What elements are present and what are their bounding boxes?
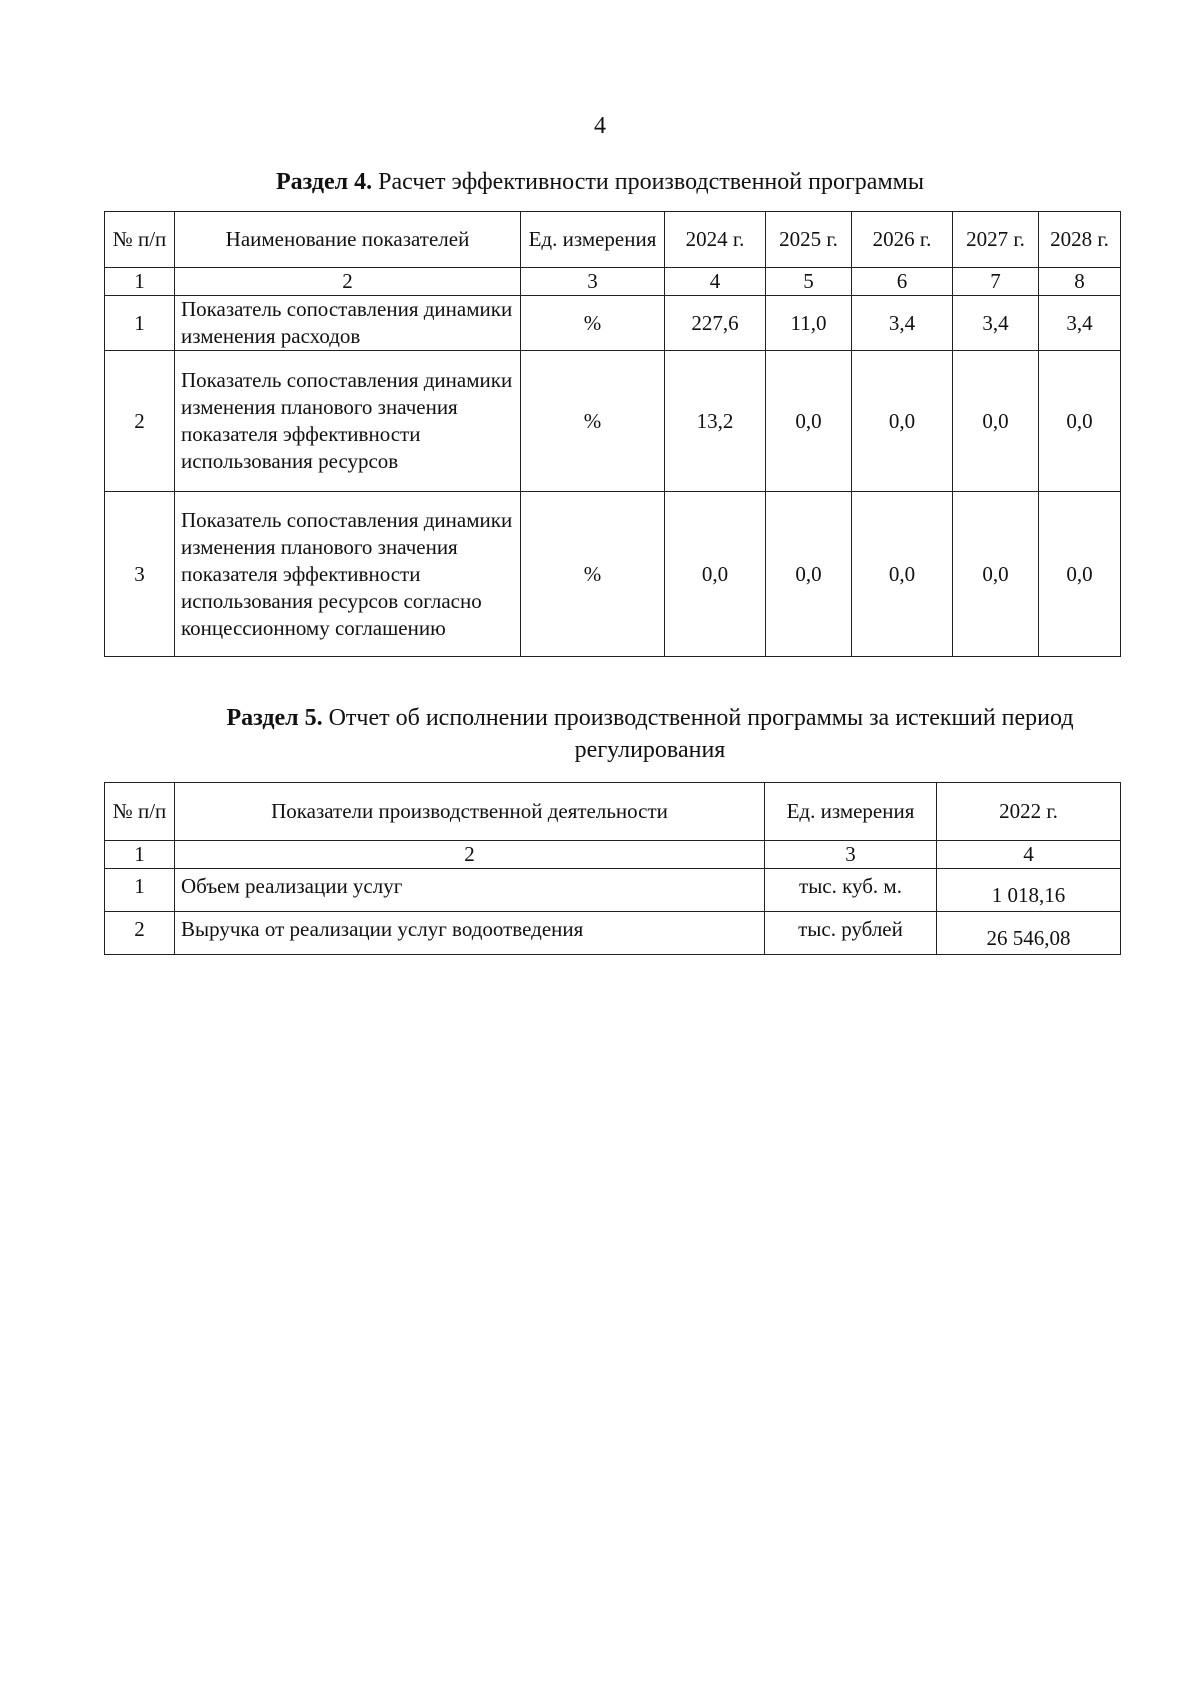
value-cell: 11,0 — [766, 296, 852, 351]
table-row — [105, 492, 1121, 657]
header-cell: 2028 г. — [1039, 212, 1121, 268]
unit-cell: % — [521, 351, 665, 492]
section-4-title-label: Раздел 4. — [276, 169, 373, 195]
column-number-cell: 7 — [953, 268, 1039, 296]
row-number: 3 — [105, 492, 175, 657]
unit-cell: % — [521, 296, 665, 351]
section-4-title — [100, 166, 1100, 198]
header-cell: 2027 г. — [953, 212, 1039, 268]
value-cell: 0,0 — [852, 351, 953, 492]
column-number-cell: 3 — [521, 268, 665, 296]
table-row — [105, 912, 1121, 955]
value-cell: 3,4 — [1039, 296, 1121, 351]
section-5-table — [104, 782, 1121, 955]
header-cell: 2022 г. — [937, 783, 1121, 841]
header-cell: 2026 г. — [852, 212, 953, 268]
column-number-cell: 5 — [766, 268, 852, 296]
header-cell: № п/п — [105, 212, 175, 268]
column-number-cell: 2 — [175, 841, 765, 869]
unit-cell: тыс. рублей — [765, 912, 937, 955]
table-row — [105, 296, 1121, 351]
value-cell: 26 546,08 — [937, 912, 1121, 955]
value-cell: 1 018,16 — [937, 869, 1121, 912]
value-cell: 0,0 — [1039, 492, 1121, 657]
table-row — [105, 869, 1121, 912]
section-4-table — [104, 211, 1121, 657]
row-number: 1 — [105, 296, 175, 351]
indicator-name: Выручка от реализации услуг водоотведения — [175, 912, 765, 955]
header-cell: Показатели производственной деятельности — [175, 783, 765, 841]
value-cell: 0,0 — [953, 351, 1039, 492]
section-5-title-text: Отчет об исполнении производственной программы за истекший период регулирования — [322, 705, 1074, 763]
value-cell: 0,0 — [766, 351, 852, 492]
row-number: 2 — [105, 912, 175, 955]
page-number: 4 — [594, 113, 606, 139]
header-cell: 2025 г. — [766, 212, 852, 268]
value-cell: 3,4 — [953, 296, 1039, 351]
table-header-row — [105, 783, 1121, 841]
header-cell: 2024 г. — [665, 212, 766, 268]
section-4-title-text: Расчет эффективности производственной программы — [372, 169, 924, 195]
column-number-row — [105, 841, 1121, 869]
value-cell: 3,4 — [852, 296, 953, 351]
value-cell: 0,0 — [852, 492, 953, 657]
indicator-name: Объем реализации услуг — [175, 869, 765, 912]
column-number-cell: 6 — [852, 268, 953, 296]
indicator-name: Показатель сопоставления динамики изменения расходов — [175, 296, 521, 351]
row-number: 1 — [105, 869, 175, 912]
header-cell: Наименование показателей — [175, 212, 521, 268]
section-5-title-label: Раздел 5. — [226, 705, 323, 731]
row-number: 2 — [105, 351, 175, 492]
value-cell: 0,0 — [766, 492, 852, 657]
column-number-cell: 4 — [937, 841, 1121, 869]
column-number-cell: 1 — [105, 841, 175, 869]
column-number-cell: 1 — [105, 268, 175, 296]
unit-cell: тыс. куб. м. — [765, 869, 937, 912]
indicator-name: Показатель сопоставления динамики изменения планового значения показателя эффективности использования ресурсов — [175, 351, 521, 492]
value-cell: 13,2 — [665, 351, 766, 492]
column-number-cell: 4 — [665, 268, 766, 296]
column-number-row — [105, 268, 1121, 296]
header-cell: Ед. измерения — [765, 783, 937, 841]
unit-cell: % — [521, 492, 665, 657]
header-cell: Ед. измерения — [521, 212, 665, 268]
value-cell: 0,0 — [665, 492, 766, 657]
value-cell: 0,0 — [953, 492, 1039, 657]
indicator-name: Показатель сопоставления динамики изменения планового значения показателя эффективности использования ресурсов согласно концессионному соглашению — [175, 492, 521, 657]
column-number-cell: 8 — [1039, 268, 1121, 296]
header-cell: № п/п — [105, 783, 175, 841]
column-number-cell: 2 — [175, 268, 521, 296]
value-cell: 227,6 — [665, 296, 766, 351]
table-header-row — [105, 212, 1121, 268]
value-cell: 0,0 — [1039, 351, 1121, 492]
table-row — [105, 351, 1121, 492]
column-number-cell: 3 — [765, 841, 937, 869]
section-5-title — [150, 702, 1150, 766]
